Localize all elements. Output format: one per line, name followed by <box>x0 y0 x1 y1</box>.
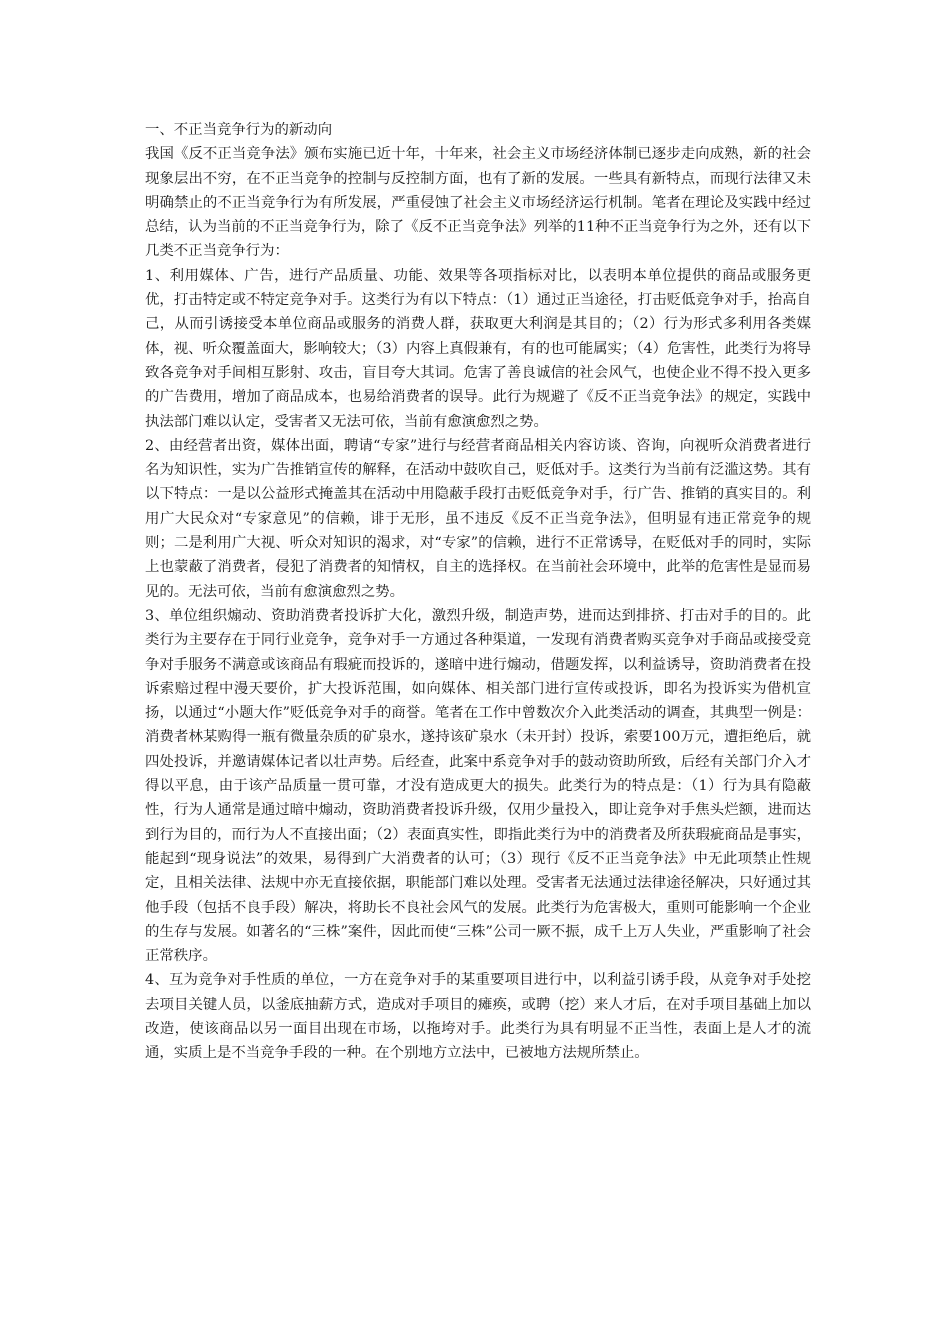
section-heading: 一、不正当竞争行为的新动向 <box>145 122 333 138</box>
item-3-paragraph: 3、单位组织煽动、资助消费者投诉扩大化，激烈升级，制造声势，进而达到排挤、打击对手的目的。此类行为主要存在于同行业竞争，竞争对手一方通过各种渠道，一发现有消费者购买竞争对手商品或接受竞争对手服务不满意或该商品有瑕疵而投诉的，遂暗中进行煽动，借题发挥，以利益诱导，资助消费者在投诉索赔过程中漫天要价，扩大投诉范围，如向媒体、相关部门进行宣传或投诉，即名为投诉实为借机宣扬，以通过“小题大作”贬低竞争对手的商誉。笔者在工作中曾数次介入此类活动的调查，其典型一例是：消费者林某购得一瓶有微量杂质的矿泉水，遂持该矿泉水（未开封）投诉，索要100万元，遭拒绝后，就四处投诉，并邀请媒体记者以壮声势。后经查，此案中系竞争对手的鼓动资助所致，后经有关部门介入才得以平息，由于该产品质量一贯可靠，才没有造成更大的损失。此类行为的特点是：（1）行为具有隐蔽性，行为人通常是通过暗中煽动，资助消费者投诉升级，仅用少量投入，即让竞争对手焦头烂额，进而达到行为目的，而行为人不直接出面；（2）表面真实性，即指此类行为中的消费者及所获瑕疵商品是事实，能起到“现身说法”的效果，易得到广大消费者的认可；（3）现行《反不正当竞争法》中无此项禁止性规定，且相关法律、法规中亦无直接依据，职能部门难以处理。受害者无法通过法律途径解决，只好通过其他手段（包括不良手段）解决，将助长不良社会风气的发展。此类行为危害极大，重则可能影响一个企业的生存与发展。如著名的“三株”案件，因此而使“三株”公司一厥不振，成千上万人失业，严重影响了社会正常秩序。 <box>145 607 811 965</box>
item-4-paragraph: 4、互为竞争对手性质的单位，一方在竞争对手的某重要项目进行中，以利益引诱手段，从竞争对手处挖去项目关键人员，以釜底抽薪方式，造成对手项目的瘫痪，或聘（挖）来人才后，在对手项目基础上加以改造，使该商品以另一面目出现在市场，以拖垮对手。此类行为具有明显不正当性，表面上是人才的流通，实质上是不当竞争手段的一种。在个别地方立法中，已被地方法规所禁止。 <box>145 972 811 1062</box>
item-2-paragraph: 2、由经营者出资，媒体出面，聘请“专家”进行与经营者商品相关内容访谈、咨询，向视听众消费者进行名为知识性，实为广告推销宣传的解释，在活动中鼓吹自己，贬低对手。这类行为当前有泛滥这势。其有以下特点：一是以公益形式掩盖其在活动中用隐蔽手段打击贬低竞争对手，行广告、推销的真实目的。利用广大民众对“专家意见”的信赖，诽于无形，虽不违反《反不正当竞争法》，但明显有违正常竞争的规则；二是利用广大视、听众对知识的渴求，对“专家”的信赖，进行不正常诱导，在贬低对手的同时，实际上也蒙蔽了消费者，侵犯了消费者的知情权，自主的选择权。在当前社会环境中，此举的危害性是显而易见的。无法可依，当前有愈演愈烈之势。 <box>145 437 811 600</box>
item-1-paragraph: 1、利用媒体、广告，进行产品质量、功能、效果等各项指标对比，以表明本单位提供的商品或服务更优，打击特定或不特定竞争对手。这类行为有以下特点：（1）通过正当途径，打击贬低竞争对手，抬高自己，从而引诱接受本单位商品或服务的消费人群，获取更大利润是其目的；（2）行为形式多利用各类媒体，视、听众覆盖面大，影响较大；（3）内容上真假兼有，有的也可能属实；（4）危害性，此类行为将导致各竞争对手间相互影射、攻击，盲目夸大其词。危害了善良诚信的社会风气，也使企业不得不投入更多的广告费用，增加了商品成本，也易给消费者的误导。此行为规避了《反不正当竞争法》的规定，实践中执法部门难以认定，受害者又无法可依，当前有愈演愈烈之势。 <box>145 267 811 430</box>
document-body <box>145 118 811 1066</box>
intro-paragraph: 我国《反不正当竞争法》颁布实施已近十年，十年来，社会主义市场经济体制已逐步走向成熟，新的社会现象层出不穷，在不正当竞争的控制与反控制方面，也有了新的发展。一些具有新特点，而现行法律又未明确禁止的不正当竞争行为有所发展，严重侵蚀了社会主义市场经济运行机制。笔者在理论及实践中经过总结，认为当前的不正当竞争行为，除了《反不正当竞争法》列举的11种不正当竞争行为之外，还有以下几类不正当竞争行为： <box>145 146 811 260</box>
